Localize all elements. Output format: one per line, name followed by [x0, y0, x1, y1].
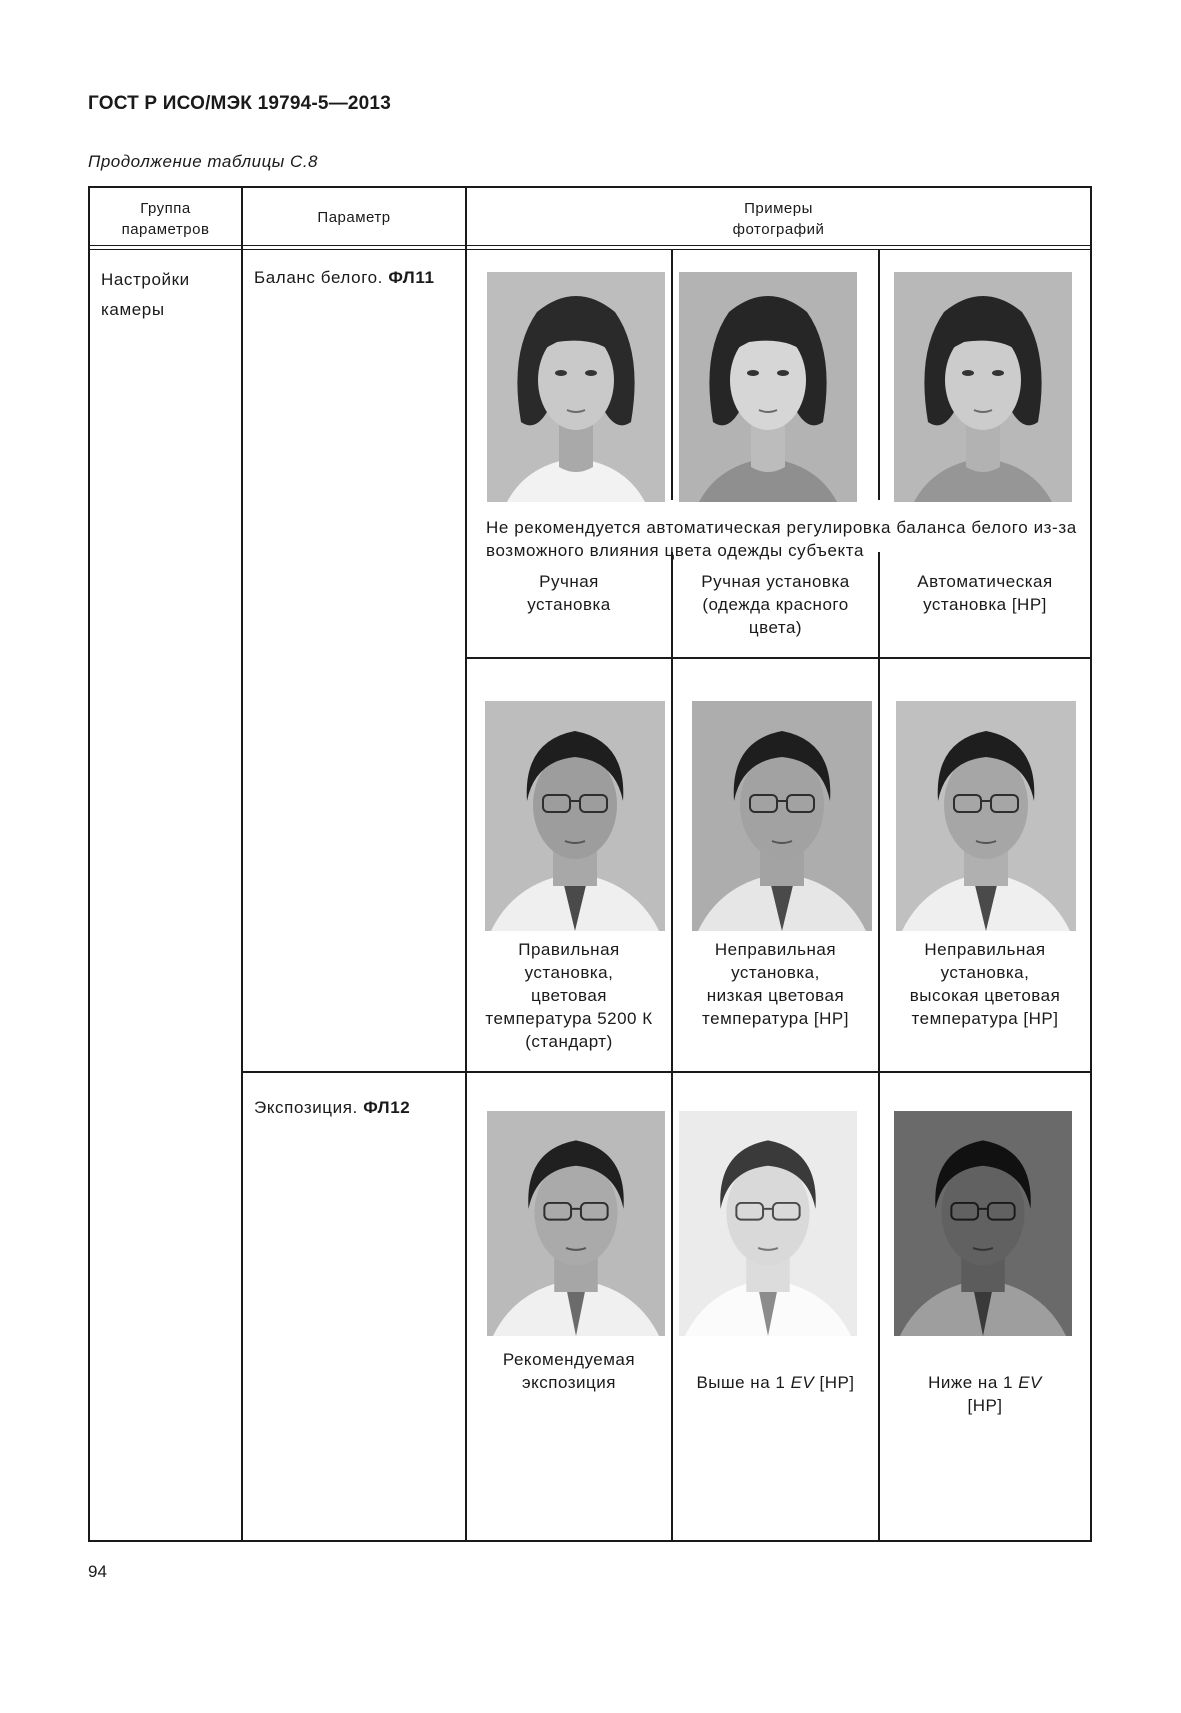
standard-title: ГОСТ Р ИСО/МЭК 19794-5—2013	[88, 93, 391, 114]
label-woman-red-clothes: Ручная установка (одежда красного цвета)	[701, 572, 850, 637]
label-underexposed	[880, 1348, 1090, 1417]
photo-man-overexposed	[679, 1111, 857, 1336]
photo-man-underexposed	[894, 1111, 1072, 1336]
label-overexposed	[673, 1348, 878, 1394]
header-rule-1	[88, 245, 1092, 246]
photo-man-low-temp	[692, 701, 872, 931]
label-overexposed-suffix: [НР]	[814, 1373, 855, 1392]
table-border-top	[88, 186, 1092, 188]
row-separator-2	[243, 1071, 1092, 1073]
group-label: Настройки камеры	[101, 270, 190, 319]
photo-woman-red-clothes	[679, 272, 857, 502]
white-balance-note: Не рекомендуется автоматическая регулировка баланса белого из-за возможного влияния цвета одежды субъекта	[486, 518, 1077, 560]
label-underexposed-suffix: [НР]	[967, 1396, 1003, 1415]
label-man-high-temp: Неправильная установка, высокая цветовая температура [НР]	[909, 940, 1061, 1028]
page-number: 94	[88, 1562, 107, 1581]
label-overexposed-ev: EV	[790, 1373, 815, 1392]
parameter-exposure-label: Экспозиция.	[254, 1098, 358, 1117]
table-border-right	[1090, 186, 1092, 1542]
photo-woman-auto	[894, 272, 1072, 502]
parameter-white-balance	[254, 266, 464, 289]
photo-woman-manual	[487, 272, 665, 502]
parameter-exposure-code: ФЛ12	[363, 1098, 411, 1117]
header-examples: Примеры фотографий	[732, 200, 825, 238]
header-parameter: Параметр	[317, 209, 391, 226]
label-man-low-temp: Неправильная установка, низкая цветовая температура [НР]	[702, 940, 849, 1028]
parameter-white-balance-label: Баланс белого.	[254, 268, 384, 287]
table-border-left	[88, 186, 90, 1542]
label-woman-manual: Ручная установка	[527, 572, 611, 614]
label-overexposed-prefix: Выше на 1	[696, 1373, 791, 1392]
table-border-bottom	[88, 1540, 1092, 1542]
parameter-exposure	[254, 1096, 464, 1119]
table-caption: Продолжение таблицы С.8	[88, 152, 318, 171]
photo-man-recommended-exposure	[487, 1111, 665, 1336]
col-divider-1	[241, 186, 243, 1542]
label-recommended-exposure: Рекомендуемая экспозиция	[502, 1350, 636, 1392]
label-man-5200k: Правильная установка, цветовая температура 5200 К (стандарт)	[485, 940, 653, 1051]
col-divider-2	[465, 186, 467, 1542]
photo-man-5200k	[485, 701, 665, 931]
label-underexposed-prefix: Ниже на 1	[928, 1373, 1019, 1392]
parameters-table	[88, 186, 1092, 1542]
parameter-white-balance-code: ФЛ11	[388, 268, 435, 287]
label-woman-auto: Автоматическая установка [НР]	[917, 572, 1053, 614]
header-rule-2	[88, 249, 1092, 250]
header-group: Группа параметров	[121, 200, 210, 238]
photo-man-high-temp	[896, 701, 1076, 931]
row-separator-1	[467, 657, 1092, 659]
label-underexposed-ev: EV	[1018, 1373, 1042, 1392]
